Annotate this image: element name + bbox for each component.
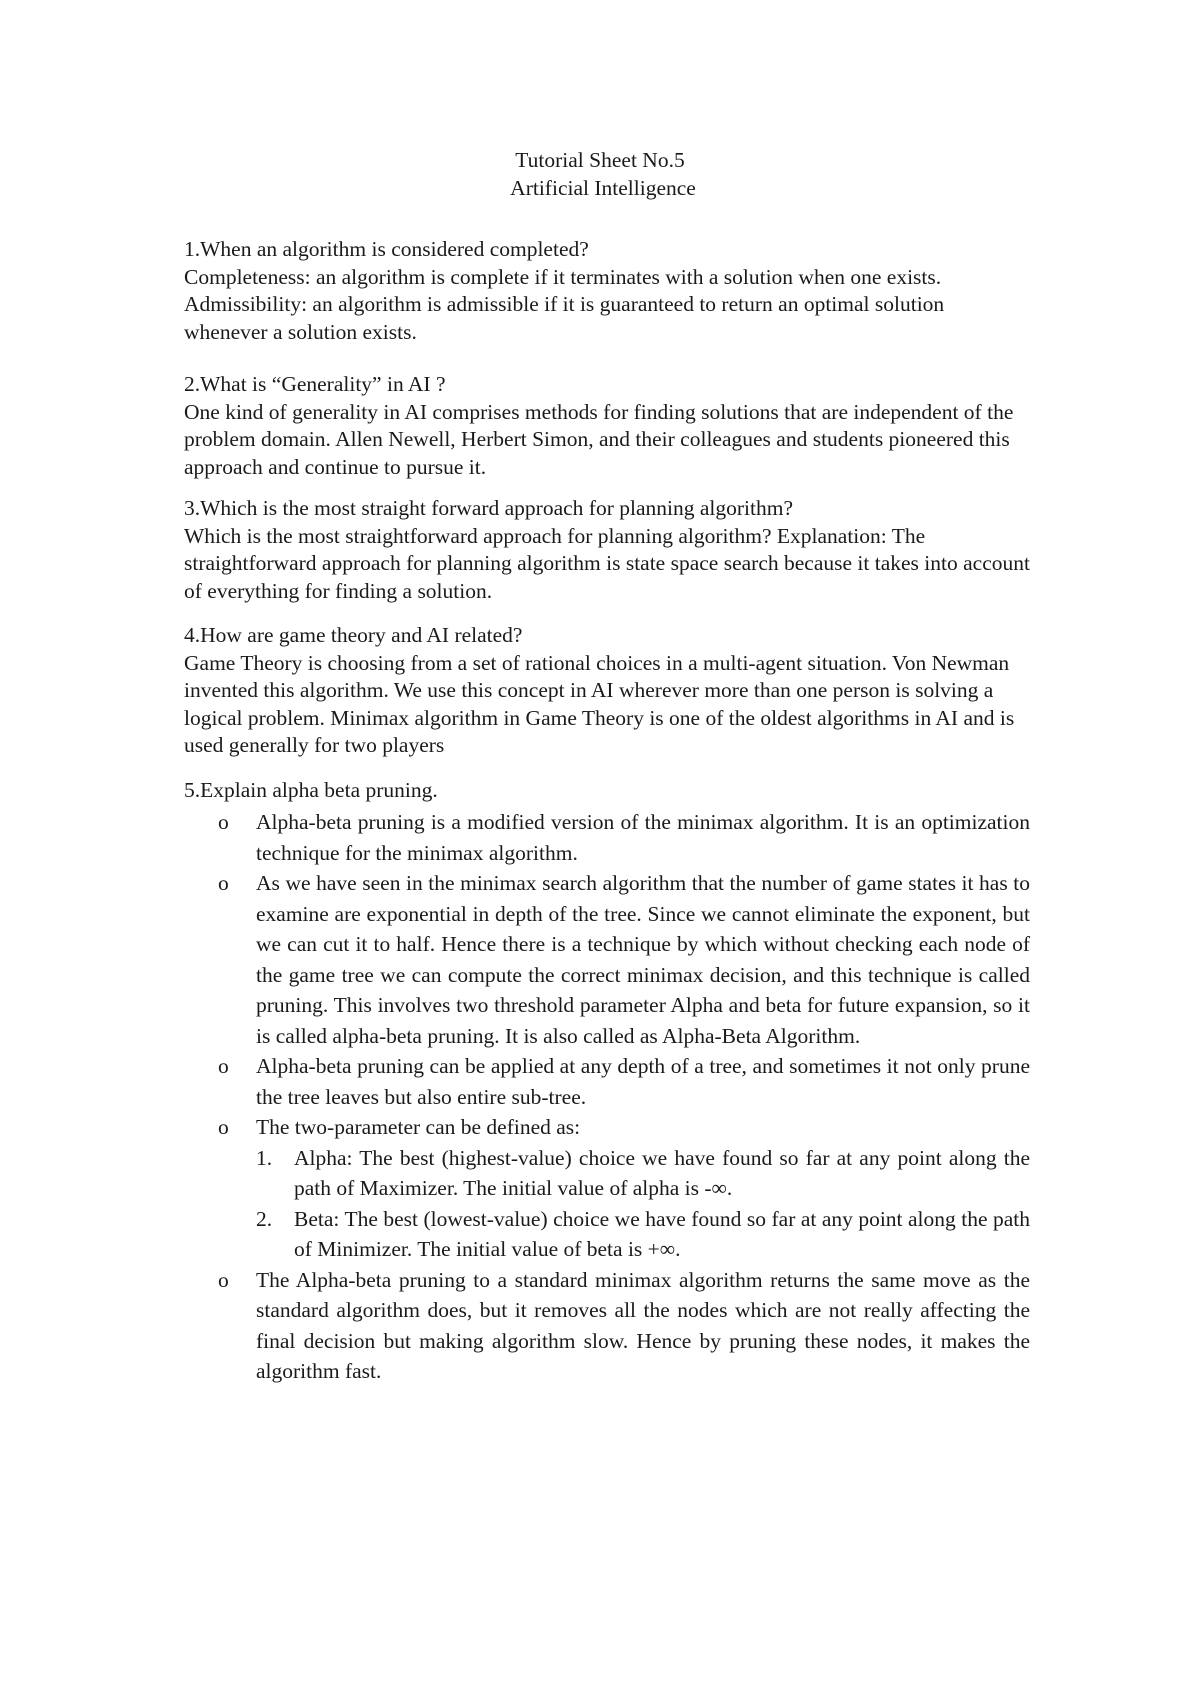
question-text: 4.How are game theory and AI related? (184, 623, 523, 647)
bullet-text: Alpha-beta pruning can be applied at any depth of a tree, and sometimes it not only prune the tree leaves but also entire sub-tree. (256, 1054, 1030, 1109)
sublist-number: 1. (256, 1145, 273, 1170)
document-header (0, 147, 1200, 202)
bullet-marker: o (218, 871, 229, 895)
question-text: 5.Explain alpha beta pruning. (184, 778, 438, 802)
question-block-5 (184, 777, 1030, 805)
question-block-3 (184, 495, 1030, 605)
bullet-item (218, 1112, 1030, 1265)
bullet-text: The two-parameter can be defined as: (256, 1115, 581, 1139)
sublist-text: Beta: The best (lowest-value) choice we have found so far at any point along the path of Minimizer. The initial value of beta is +∞. (294, 1206, 1030, 1261)
bullet-item (218, 807, 1030, 868)
question-text: 3.Which is the most straight forward approach for planning algorithm? (184, 496, 794, 520)
answer-text: Completeness: an algorithm is complete if it terminates with a solution when one exists. Admissibility: an algorithm is admissible if it is guaranteed to return an optimal solution whenever a solution exists. (184, 264, 945, 344)
bullet-marker: o (218, 1267, 229, 1292)
question-block-2 (184, 371, 1030, 481)
bullet-marker: o (218, 1054, 229, 1078)
bullet-list (218, 807, 1030, 1387)
bullet-marker: o (218, 810, 229, 834)
sublist-item (256, 1204, 1030, 1265)
bullet-text: Alpha-beta pruning is a modified version of the minimax algorithm. It is an optimization technique for the minimax algorithm. (256, 810, 1030, 865)
numbered-sublist (256, 1143, 1030, 1265)
question-block-4 (184, 622, 1030, 760)
sublist-number: 2. (256, 1206, 273, 1231)
bullet-marker: o (218, 1115, 229, 1139)
bullet-item (218, 868, 1030, 1051)
bullet-item (218, 1051, 1030, 1112)
course-title: Artificial Intelligence (510, 175, 696, 200)
question-block-1 (184, 236, 1030, 346)
answer-text: Game Theory is choosing from a set of rational choices in a multi-agent situation. Von Newman invented this algorithm. We use this concept in AI wherever more than one person is solving a logical problem. Minimax algorithm in Game Theory is one of the oldest algorithms in AI and is used generally for two players (184, 650, 1015, 757)
answer-text: Which is the most straightforward approach for planning algorithm? Explanation: The straightforward approach for planning algorithm is state space search because it takes into account of everything for finding a solution. (184, 523, 1030, 603)
sublist-text: Alpha: The best (highest-value) choice we have found so far at any point along the path of Maximizer. The initial value of alpha is -∞. (294, 1145, 1030, 1200)
question-text: 2.What is “Generality” in AI ? (184, 372, 446, 396)
answer-text: One kind of generality in AI comprises methods for finding solutions that are independent of the problem domain. Allen Newell, Herbert Simon, and their colleagues and students pioneered this approach and continue to pursue it. (184, 399, 1014, 479)
question-text: 1.When an algorithm is considered completed? (184, 237, 589, 261)
sublist-item (256, 1143, 1030, 1204)
bullet-text: The Alpha-beta pruning to a standard minimax algorithm returns the same move as the standard algorithm does, but it removes all the nodes which are not really affecting the final decision but making algorithm slow. Hence by pruning these nodes, it makes the algorithm fast. (256, 1267, 1030, 1383)
bullet-item (218, 1265, 1030, 1387)
sheet-title: Tutorial Sheet No.5 (515, 148, 685, 172)
bullet-text: As we have seen in the minimax search algorithm that the number of game states it has to examine are exponential in depth of the tree. Since we cannot eliminate the exponent, but we can cut it to half. Hence there is a technique by which without checking each node of the game tree we can compute the correct minimax decision, and this technique is called pruning. This involves two threshold parameter Alpha and beta for future expansion, so it is called alpha-beta pruning. It is also called as Alpha-Beta Algorithm. (256, 871, 1030, 1048)
